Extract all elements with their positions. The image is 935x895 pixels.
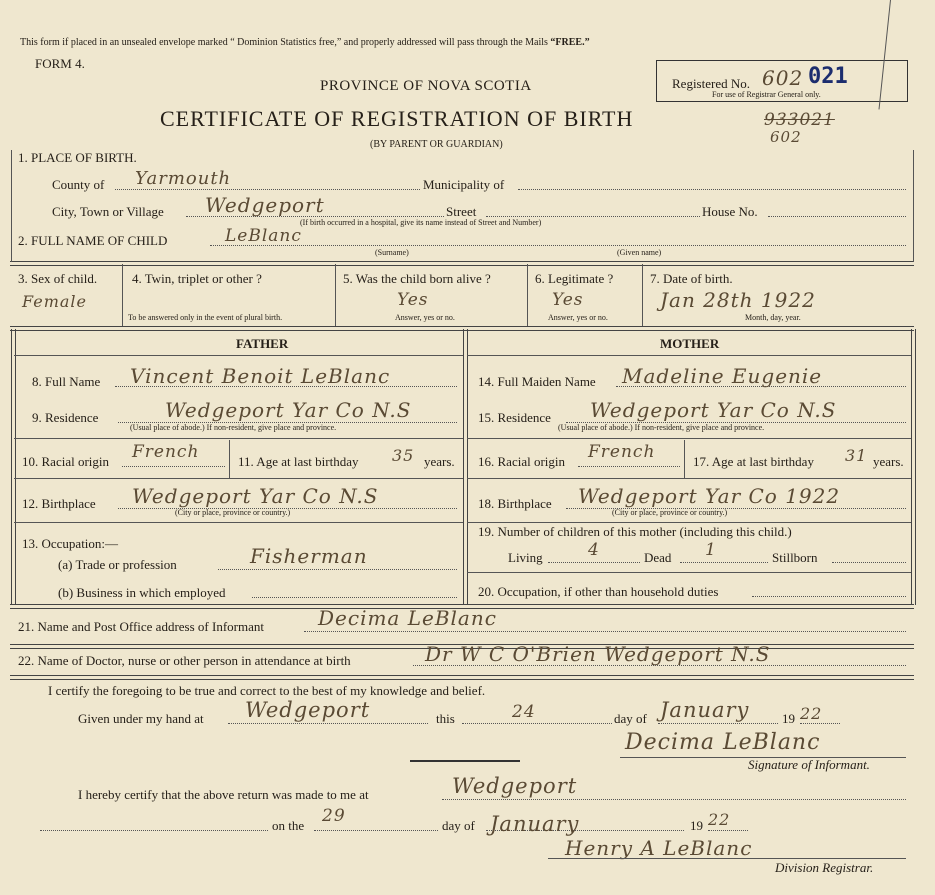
- father-residence-value: Wedgeport Yar Co N.S: [165, 398, 412, 422]
- father-age-label: 11. Age at last birthday: [238, 454, 359, 469]
- certificate-subtitle: (BY PARENT OR GUARDIAN): [370, 139, 503, 150]
- doctor-label: 22. Name of Doctor, nurse or other person in attendance at birth: [18, 653, 351, 668]
- doctor-value: Dr W C O'Brien Wedgeport N.S: [425, 642, 771, 666]
- dead-value: 1: [705, 540, 717, 560]
- registrar-place-line: [442, 799, 906, 800]
- col-divider: [642, 264, 643, 326]
- registrar-on-the-label: on the: [272, 818, 305, 833]
- given-year-value: 22: [800, 704, 823, 723]
- given-year-prefix: 19: [782, 711, 795, 726]
- mother-age-unit: years.: [873, 454, 904, 469]
- given-year-line: [800, 723, 840, 724]
- father-business-label: (b) Business in which employed: [58, 585, 226, 600]
- born-alive-note: Answer, yes or no.: [395, 313, 455, 322]
- hospital-note: (If birth occurred in a hospital, give its name instead of Street and Number): [300, 218, 542, 227]
- parents-left-border: [11, 329, 16, 605]
- father-racial-line: [122, 466, 225, 467]
- father-birthplace-note: (City or place, province or country.): [175, 508, 291, 517]
- informant-value: Decima LeBlanc: [318, 606, 497, 630]
- mother-occupation-line: [752, 596, 906, 597]
- father-name-value: Vincent Benoit LeBlanc: [130, 364, 391, 388]
- mother-age-value: 31: [845, 446, 868, 465]
- col-divider: [122, 264, 123, 326]
- father-residence-label: 9. Residence: [32, 410, 99, 425]
- legitimate-label: 6. Legitimate ?: [535, 271, 614, 286]
- registered-number-value: 602: [762, 66, 804, 90]
- registrar-day-line: [314, 830, 438, 831]
- street-line: [486, 216, 700, 217]
- father-racial-label: 10. Racial origin: [22, 454, 110, 469]
- stillborn-line: [832, 562, 906, 563]
- mother-residence-label: 15. Residence: [478, 410, 551, 425]
- separator-rule: [410, 760, 520, 762]
- city-label: City, Town or Village: [52, 204, 164, 219]
- mother-racial-label: 16. Racial origin: [478, 454, 566, 469]
- twin-note: To be answered only in the event of plural birth.: [128, 313, 283, 322]
- date-of-birth-label: 7. Date of birth.: [650, 271, 733, 286]
- registrar-year-prefix: 19: [690, 818, 703, 833]
- mother-residence-value: Wedgeport Yar Co N.S: [590, 398, 837, 422]
- field-rule: [467, 438, 911, 439]
- registrar-month-value: January: [490, 812, 580, 836]
- living-label: Living: [508, 550, 543, 565]
- field-rule: [14, 438, 463, 439]
- surname-note: (Surname): [375, 248, 409, 257]
- registrar-signature-caption: Division Registrar.: [775, 860, 874, 875]
- mother-birthplace-label: 18. Birthplace: [478, 496, 552, 511]
- informant-line: [304, 631, 906, 632]
- registrar-general-note: For use of Registrar General only.: [712, 90, 821, 99]
- signature-line: [548, 858, 906, 859]
- registrar-year-value: 22: [708, 810, 731, 829]
- registered-number-stamp: 021: [808, 64, 848, 89]
- father-name-label: 8. Full Name: [32, 374, 101, 389]
- father-racial-value: French: [132, 442, 200, 462]
- living-line: [548, 562, 640, 563]
- given-month-value: January: [660, 698, 750, 722]
- mother-name-value: Madeline Eugenie: [622, 364, 823, 388]
- col-divider: [335, 264, 336, 326]
- living-value: 4: [588, 540, 600, 560]
- county-value: Yarmouth: [135, 168, 232, 189]
- parents-center-divider: [463, 329, 468, 605]
- municipality-line: [518, 189, 906, 190]
- province-heading: PROVINCE OF NOVA SCOTIA: [320, 78, 532, 94]
- father-age-value: 35: [392, 446, 415, 465]
- mailing-notice-free: “FREE.”: [550, 37, 590, 48]
- born-alive-value: Yes: [397, 290, 429, 310]
- house-number-line: [768, 216, 906, 217]
- county-label: County of: [52, 177, 105, 192]
- given-name-note: (Given name): [617, 248, 662, 257]
- given-under-label: Given under my hand at: [78, 711, 204, 726]
- mother-racial-line: [578, 466, 680, 467]
- registrar-place-value: Wedgeport: [452, 774, 578, 798]
- this-label: this: [436, 711, 455, 726]
- father-heading: FATHER: [236, 336, 289, 351]
- father-residence-note: (Usual place of abode.) If non-resident, give place and province.: [130, 423, 337, 432]
- informant-signature: Decima LeBlanc: [625, 730, 821, 755]
- father-trade-label: (a) Trade or profession: [58, 557, 177, 572]
- field-rule: [467, 478, 911, 479]
- informant-label: 21. Name and Post Office address of Informant: [18, 619, 264, 634]
- given-place-value: Wedgeport: [245, 698, 371, 722]
- child-name-value: LeBlanc: [225, 226, 302, 246]
- city-value: Wedgeport: [205, 193, 325, 217]
- father-business-line: [252, 597, 457, 598]
- mother-age-label: 17. Age at last birthday: [693, 454, 814, 469]
- date-of-birth-note: Month, day, year.: [745, 313, 801, 322]
- municipality-label: Municipality of: [423, 177, 505, 192]
- given-day-of-label: day of: [614, 711, 647, 726]
- child-name-line: [210, 245, 906, 246]
- registrar-lead-line: [40, 830, 268, 831]
- registrar-year-line: [708, 830, 748, 831]
- father-age-unit: years.: [424, 454, 455, 469]
- parents-right-border: [911, 329, 916, 605]
- row-divider: [10, 326, 914, 331]
- informant-signature-caption: Signature of Informant.: [748, 757, 870, 772]
- certificate-title: CERTIFICATE OF REGISTRATION OF BIRTH: [160, 106, 634, 131]
- child-name-label: 2. FULL NAME OF CHILD: [18, 233, 168, 248]
- mother-heading: MOTHER: [660, 336, 720, 351]
- registrar-day-of-label: day of: [442, 818, 475, 833]
- given-day-value: 24: [512, 702, 536, 722]
- born-alive-label: 5. Was the child born alive ?: [343, 271, 491, 286]
- col-divider: [527, 264, 528, 326]
- left-margin-rule: [11, 150, 12, 262]
- father-trade-line: [218, 569, 457, 570]
- heading-rule: [14, 355, 463, 356]
- county-line: [115, 189, 420, 190]
- twin-label: 4. Twin, triplet or other ?: [132, 271, 262, 286]
- registered-number-label: Registered No.: [672, 76, 750, 91]
- given-month-line: [658, 723, 778, 724]
- given-day-line: [462, 723, 612, 724]
- mother-name-label: 14. Full Maiden Name: [478, 374, 596, 389]
- sex-value: Female: [22, 292, 87, 311]
- father-birthplace-value: Wedgeport Yar Co N.S: [132, 484, 379, 508]
- registrar-statement: I hereby certify that the above return was made to me at: [78, 787, 369, 802]
- side-number-2: 602: [770, 128, 802, 146]
- legitimate-note: Answer, yes or no.: [548, 313, 608, 322]
- row-divider: [10, 261, 914, 266]
- sex-label: 3. Sex of child.: [18, 271, 98, 286]
- dead-line: [680, 562, 768, 563]
- mother-racial-value: French: [588, 442, 656, 462]
- house-number-label: House No.: [702, 204, 758, 219]
- father-occupation-label: 13. Occupation:—: [22, 536, 119, 551]
- given-place-line: [228, 723, 428, 724]
- mailing-notice: [20, 37, 590, 48]
- right-margin-rule: [913, 150, 914, 262]
- father-trade-value: Fisherman: [250, 544, 368, 568]
- certification-statement: I certify the foregoing to be true and correct to the best of my knowledge and belief.: [48, 683, 486, 698]
- field-rule: [467, 522, 911, 523]
- mother-occupation-label: 20. Occupation, if other than household duties: [478, 584, 719, 599]
- registrar-day-value: 29: [322, 806, 346, 826]
- legitimate-value: Yes: [552, 290, 584, 310]
- form-number: FORM 4.: [35, 56, 85, 71]
- date-of-birth-value: Jan 28th 1922: [660, 288, 816, 312]
- stillborn-label: Stillborn: [772, 550, 818, 565]
- mother-birthplace-note: (City or place, province or country.): [612, 508, 728, 517]
- heading-rule: [467, 355, 911, 356]
- mother-birthplace-value: Wedgeport Yar Co 1922: [578, 484, 841, 508]
- field-rule: [14, 522, 463, 523]
- dead-label: Dead: [644, 550, 672, 565]
- side-number-1: 933021: [764, 110, 835, 130]
- mailing-notice-text: This form if placed in an unsealed envelope marked “ Dominion Statistics free,” and properly addressed will pass through the Mails: [20, 37, 548, 48]
- field-rule: [14, 478, 463, 479]
- place-of-birth-label: 1. PLACE OF BIRTH.: [18, 150, 137, 165]
- col-divider: [684, 440, 685, 478]
- row-divider: [10, 675, 914, 680]
- mother-children-label: 19. Number of children of this mother (including this child.): [478, 524, 792, 539]
- mother-residence-note: (Usual place of abode.) If non-resident, give place and province.: [558, 423, 765, 432]
- field-rule: [467, 572, 911, 573]
- registrar-signature: Henry A LeBlanc: [565, 836, 753, 860]
- father-birthplace-label: 12. Birthplace: [22, 496, 96, 511]
- street-label: Street: [446, 204, 477, 219]
- col-divider: [229, 440, 230, 478]
